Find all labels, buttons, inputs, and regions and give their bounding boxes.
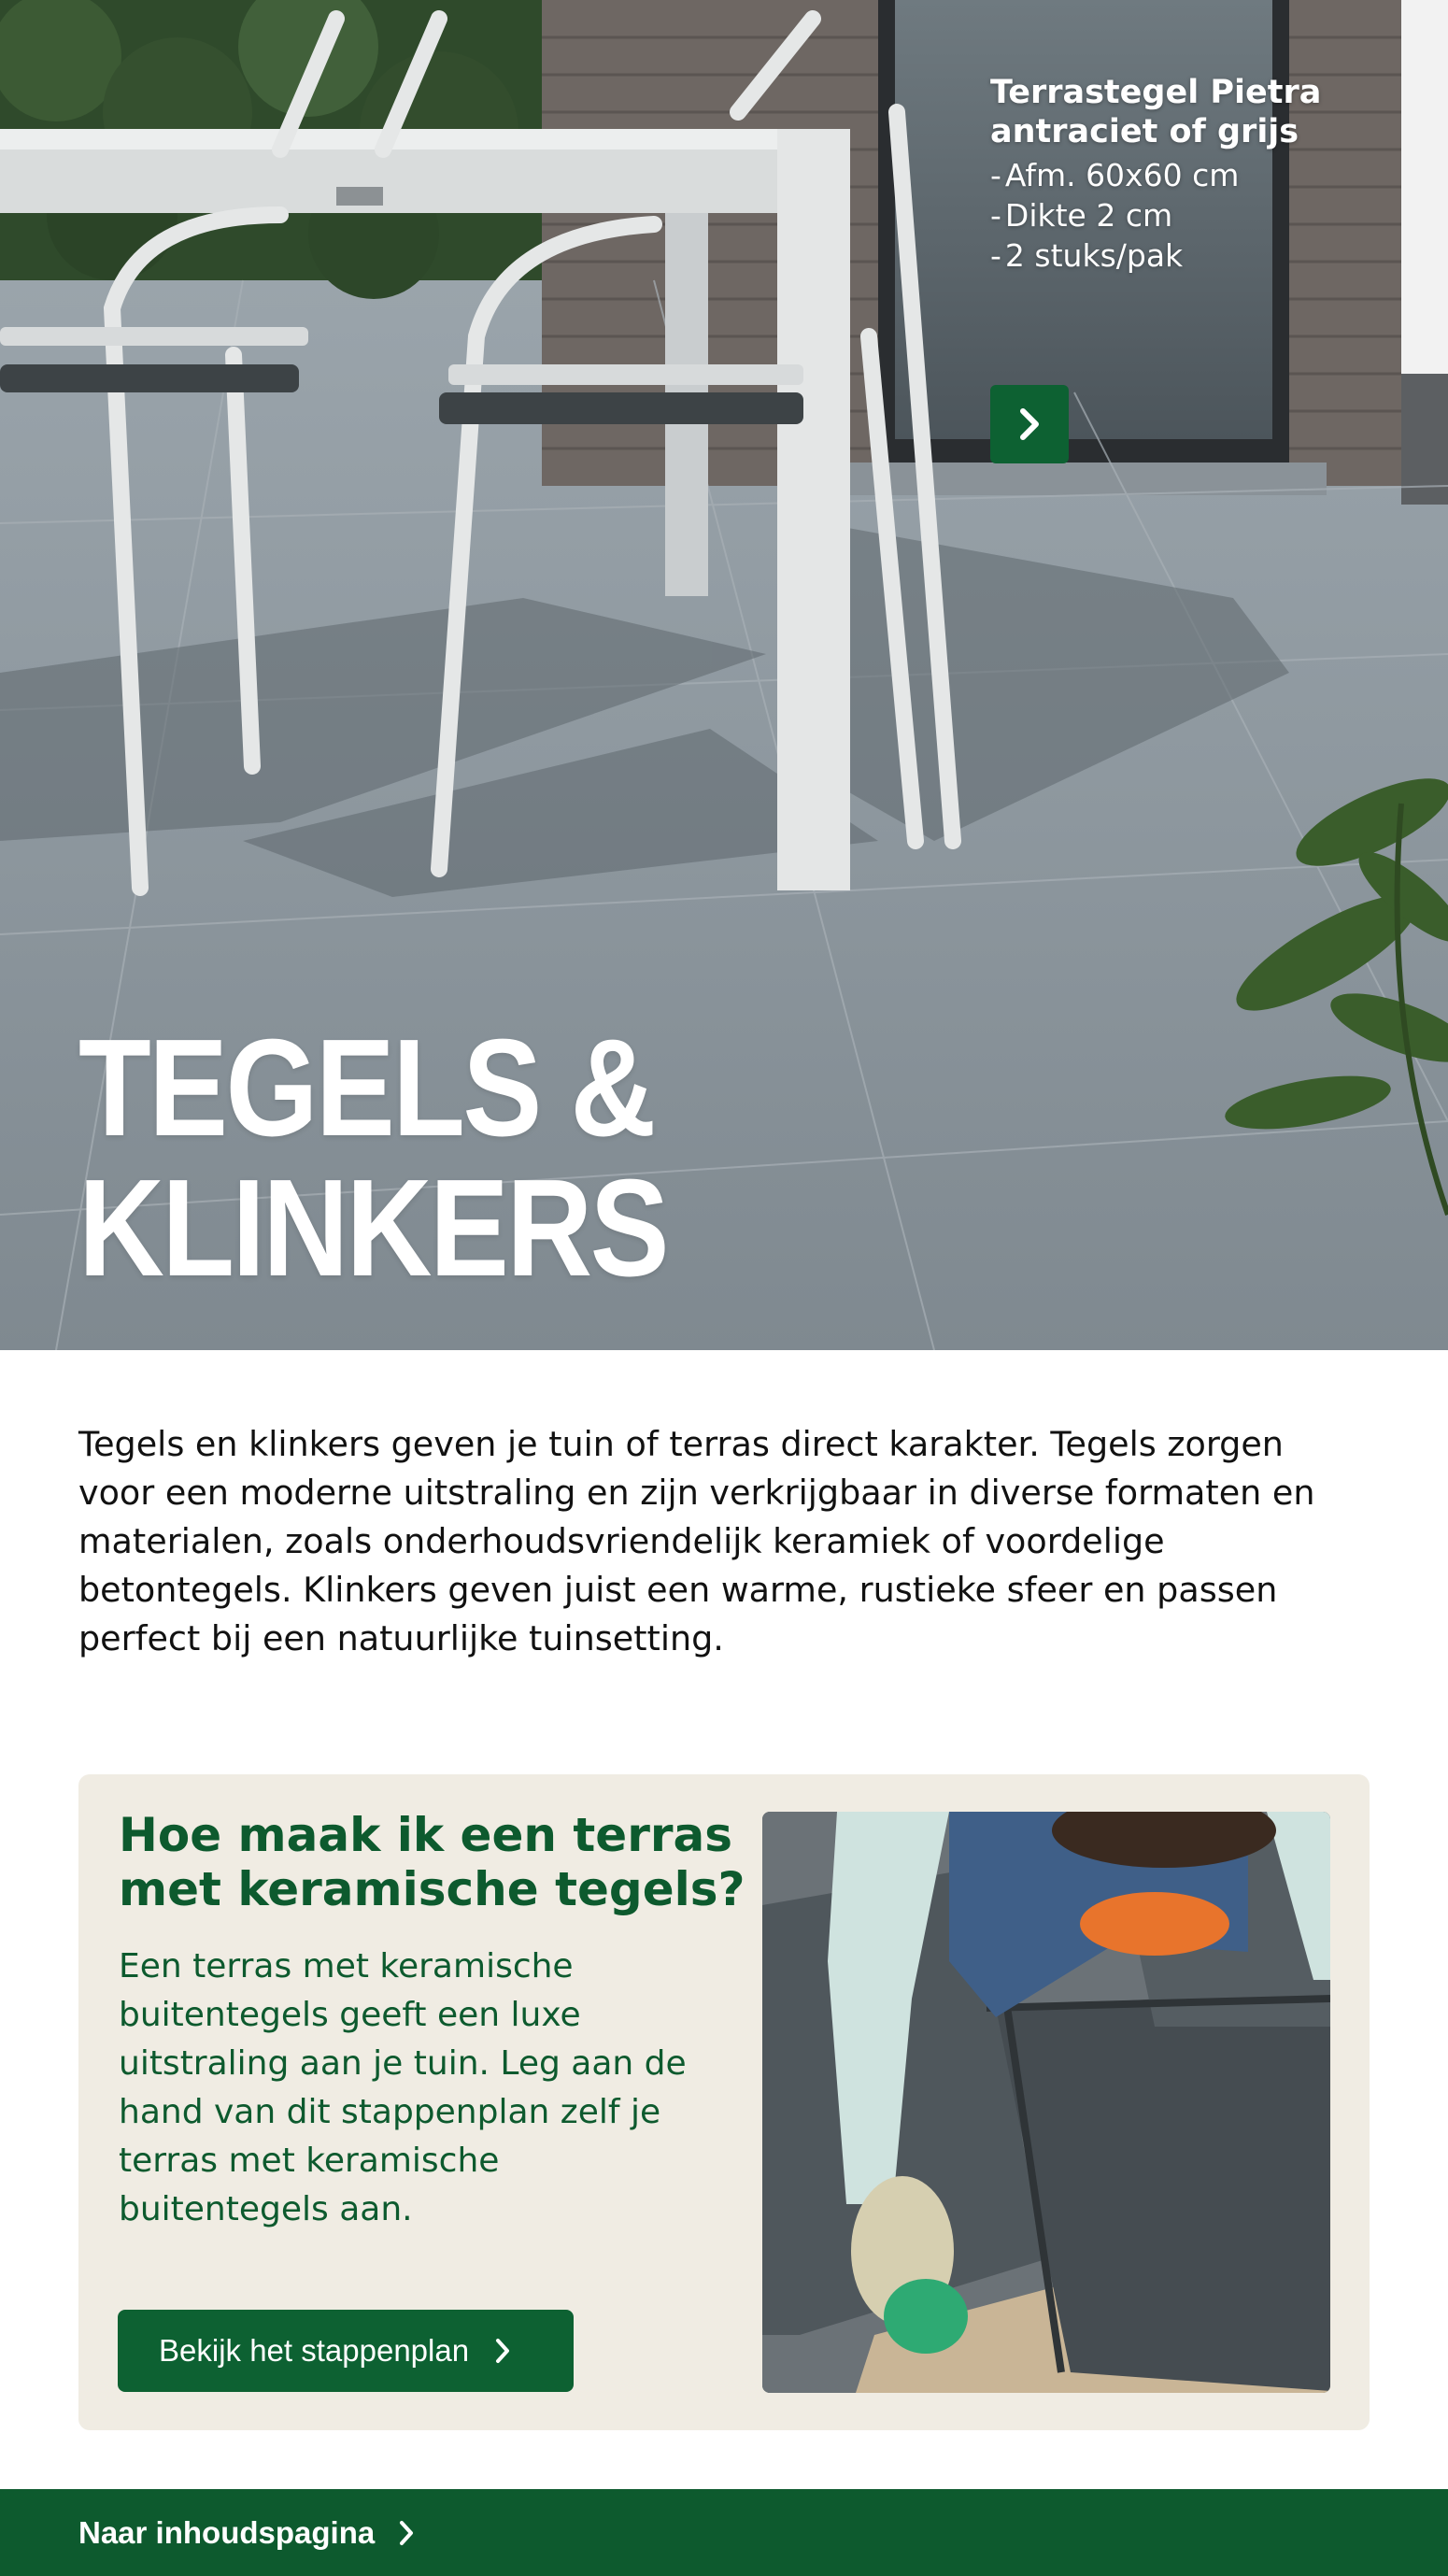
product-specs-list — [990, 155, 1383, 276]
product-name: Terrastegel Pietra antraciet of grijs — [990, 74, 1322, 150]
guide-title: Hoe maak ik een terras met keramische tegels? — [119, 1808, 745, 1916]
toc-link-label: Naar inhoudspagina — [78, 2514, 376, 2550]
guide-card — [78, 1774, 1370, 2430]
guide-description: Een terras met keramische buitentegels geeft een luxe uitstraling aan je tuin. Leg aan de hand van dit stappenplan zelf je terras met keramische buitentegels aan. — [119, 1947, 687, 2228]
spec-dimensions: - Afm. 60x60 cm — [990, 155, 1383, 195]
spec-pack-size: - 2 stuks/pak — [990, 235, 1383, 276]
chevron-right-icon — [493, 2337, 512, 2365]
chevron-right-icon — [397, 2519, 416, 2547]
page-title-line-2: KLINKERS — [78, 1151, 667, 1305]
product-callout — [990, 73, 1383, 276]
product-link-button[interactable] — [990, 385, 1069, 463]
chevron-right-icon — [1014, 406, 1045, 443]
spec-thickness: - Dikte 2 cm — [990, 195, 1383, 235]
view-stepplan-button[interactable] — [118, 2310, 574, 2392]
page-title-line-1: TEGELS & — [78, 1011, 654, 1165]
intro-paragraph: Tegels en klinkers geven je tuin of terras direct karakter. Tegels zorgen voor een moderne uitstraling en zijn verkrijgbaar in diverse formaten en materialen, zoals onderhoudsvriendelijk keramiek of voordelige betontegels. Klinkers geven juist een warme, rustieke sfeer en passen perfect bij een natuurlijke tuinsetting. — [78, 1424, 1315, 1658]
page-title — [78, 1011, 721, 1305]
toc-link[interactable] — [78, 2489, 416, 2576]
view-stepplan-label: Bekijk het stappenplan — [159, 2333, 470, 2368]
footer-navigation — [0, 2489, 1448, 2576]
tile-laying-photo — [762, 1812, 1330, 2393]
